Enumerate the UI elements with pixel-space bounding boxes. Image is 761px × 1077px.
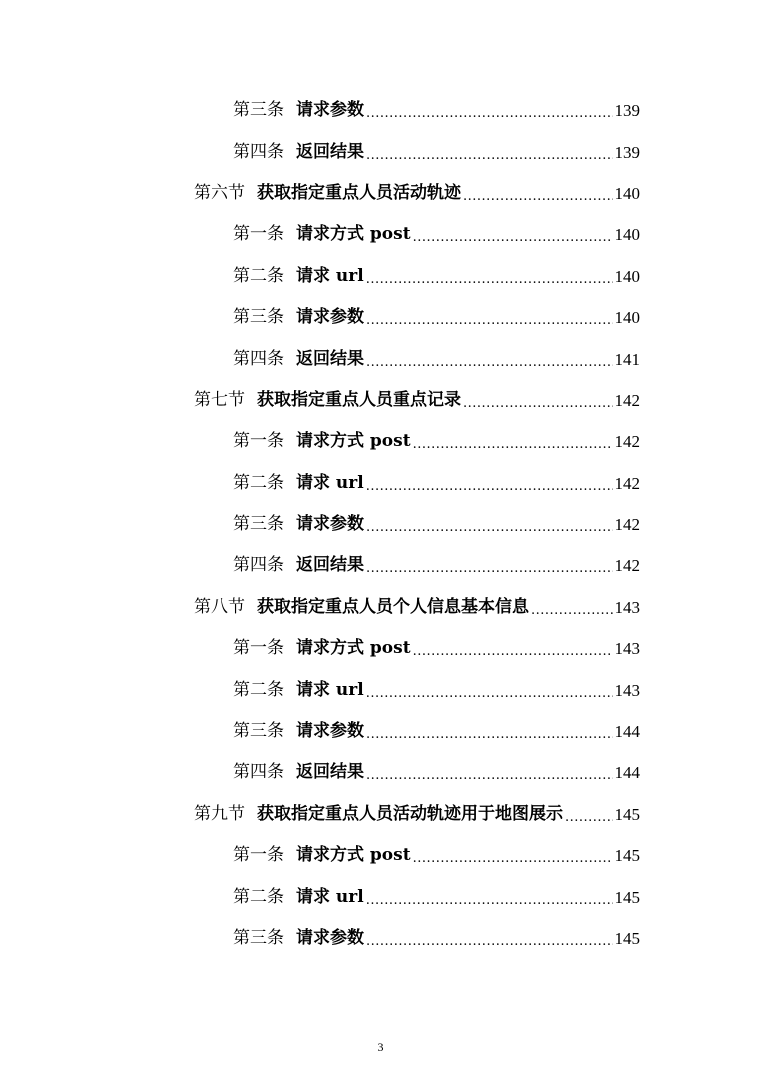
toc-entry-page: 141: [614, 349, 640, 369]
toc-dot-leader: [366, 521, 613, 534]
toc-entry-page: 145: [614, 929, 640, 948]
toc-dot-leader: [413, 438, 613, 451]
toc-entry-title: 请求方式 post: [296, 431, 411, 452]
toc-section-entry[interactable]: [0, 173, 640, 214]
toc-entry-title: 返回结果: [296, 141, 364, 162]
toc-entry-page: 140: [614, 183, 640, 203]
toc-entry-title: 返回结果: [296, 555, 364, 576]
toc-dot-leader: [366, 894, 613, 907]
toc-entry-number: 第二条: [233, 265, 284, 286]
toc-entry-number: 第四条: [233, 141, 284, 162]
toc-entry-number: 第三条: [233, 721, 284, 742]
toc-entry[interactable]: [0, 876, 640, 917]
toc-entry-page: 143: [614, 639, 640, 659]
toc-entry-number: 第四条: [233, 348, 284, 369]
toc-section-entry[interactable]: [0, 587, 640, 628]
toc-entry-title: 请求参数: [296, 721, 364, 742]
toc-entry-title: 获取指定重点人员活动轨迹: [257, 182, 461, 203]
toc-entry-title: 获取指定重点人员重点记录: [257, 389, 461, 410]
toc-dot-leader: [463, 397, 613, 410]
toc-entry[interactable]: [0, 504, 640, 545]
toc-entry-page: 143: [614, 680, 640, 700]
toc-entry-number: 第三条: [233, 928, 284, 948]
toc-entry-number: 第七节: [194, 389, 245, 410]
toc-dot-leader: [366, 480, 613, 493]
toc-entry-number: 第四条: [233, 555, 284, 576]
toc-dot-leader: [366, 769, 613, 782]
toc-entry-title: 请求参数: [296, 307, 364, 328]
toc-entry[interactable]: [0, 835, 640, 876]
toc-entry-number: 第二条: [233, 886, 284, 907]
toc-dot-leader: [366, 107, 613, 120]
toc-entry-page: 142: [614, 556, 640, 576]
toc-entry-title: 请求 url: [296, 679, 364, 700]
toc-entry-title: 请求 url: [296, 265, 364, 286]
toc-dot-leader: [366, 935, 613, 948]
toc-dot-leader: [366, 728, 613, 741]
toc-entry-page: 145: [614, 846, 640, 866]
toc-dot-leader: [366, 562, 613, 575]
toc-section-entry[interactable]: [0, 794, 640, 835]
toc-entry-page: 140: [614, 308, 640, 328]
toc-entry[interactable]: [0, 297, 640, 338]
toc-entry-number: 第一条: [233, 431, 284, 452]
toc-entry-number: 第八节: [194, 596, 245, 617]
toc-dot-leader: [565, 811, 613, 824]
toc-entry-title: 返回结果: [296, 762, 364, 783]
toc-entry-page: 142: [614, 515, 640, 535]
toc-dot-leader: [366, 273, 613, 286]
toc-dot-leader: [366, 356, 613, 369]
toc-entry-number: 第二条: [233, 472, 284, 493]
table-of-contents: [0, 90, 761, 959]
toc-entry-number: 第六节: [194, 182, 245, 203]
toc-entry[interactable]: [0, 214, 640, 255]
toc-entry[interactable]: [0, 545, 640, 586]
toc-entry-page: 139: [614, 142, 640, 162]
toc-dot-leader: [413, 231, 613, 244]
toc-entry-page: 140: [614, 225, 640, 245]
toc-dot-leader: [366, 687, 613, 700]
toc-entry-number: 第三条: [233, 307, 284, 328]
toc-entry-number: 第二条: [233, 679, 284, 700]
toc-entry-page: 145: [614, 804, 640, 824]
toc-entry-title: 请求方式 post: [296, 224, 411, 245]
toc-entry-number: 第一条: [233, 224, 284, 245]
toc-entry[interactable]: [0, 463, 640, 504]
toc-dot-leader: [413, 852, 613, 865]
toc-entry[interactable]: [0, 131, 640, 172]
toc-entry-page: 144: [614, 722, 640, 742]
toc-entry-title: 请求方式 post: [296, 845, 411, 866]
toc-entry-page: 142: [614, 390, 640, 410]
toc-entry[interactable]: [0, 918, 640, 959]
toc-entry-number: 第四条: [233, 762, 284, 783]
toc-entry-title: 获取指定重点人员个人信息基本信息: [257, 596, 529, 617]
toc-entry-page: 143: [614, 597, 640, 617]
toc-entry[interactable]: [0, 338, 640, 379]
toc-entry-title: 返回结果: [296, 348, 364, 369]
toc-entry-title: 请求参数: [296, 100, 364, 121]
toc-entry-title: 请求参数: [296, 928, 364, 948]
toc-entry[interactable]: [0, 256, 640, 297]
toc-entry[interactable]: [0, 752, 640, 793]
toc-dot-leader: [531, 604, 613, 617]
toc-entry[interactable]: [0, 669, 640, 710]
toc-entry-page: 145: [614, 887, 640, 907]
toc-entry-title: 请求参数: [296, 514, 364, 535]
page-number: 3: [377, 1040, 384, 1054]
toc-entry-page: 139: [614, 101, 640, 121]
toc-entry-number: 第三条: [233, 514, 284, 535]
toc-dot-leader: [366, 314, 613, 327]
toc-entry-number: 第三条: [233, 100, 284, 121]
toc-entry-number: 第九节: [194, 803, 245, 824]
toc-dot-leader: [413, 645, 613, 658]
toc-entry-title: 获取指定重点人员活动轨迹用于地图展示: [257, 803, 563, 824]
toc-entry-number: 第一条: [233, 638, 284, 659]
toc-entry[interactable]: [0, 628, 640, 669]
toc-entry-title: 请求方式 post: [296, 638, 411, 659]
toc-entry-title: 请求 url: [296, 886, 364, 907]
toc-entry[interactable]: [0, 421, 640, 462]
toc-entry-page: 144: [614, 763, 640, 783]
toc-dot-leader: [463, 190, 613, 203]
toc-entry-page: 142: [614, 473, 640, 493]
toc-entry-page: 140: [614, 266, 640, 286]
toc-entry[interactable]: [0, 90, 640, 131]
toc-entry-title: 请求 url: [296, 472, 364, 493]
toc-section-entry[interactable]: [0, 380, 640, 421]
toc-entry-page: 142: [614, 432, 640, 452]
toc-dot-leader: [366, 149, 613, 162]
toc-entry[interactable]: [0, 711, 640, 752]
toc-entry-number: 第一条: [233, 845, 284, 866]
